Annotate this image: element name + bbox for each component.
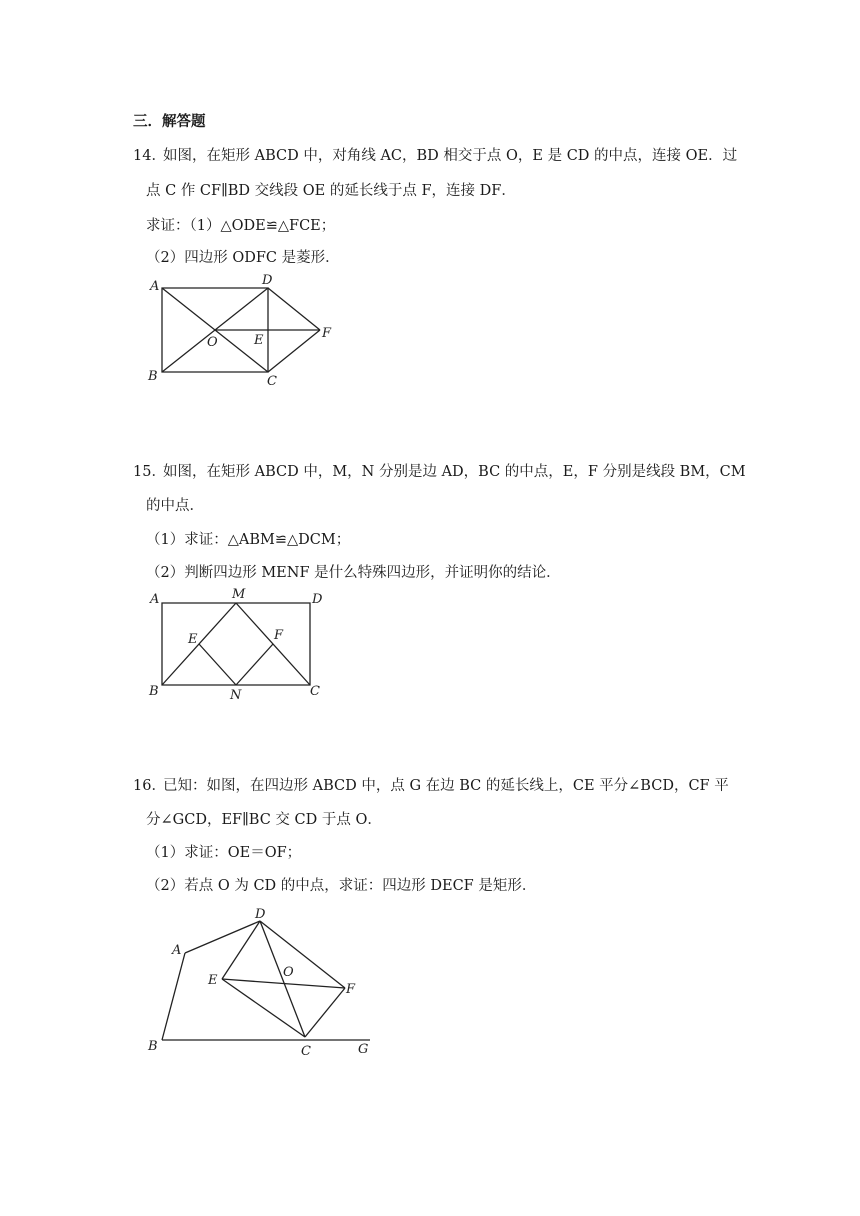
label-o: O — [283, 965, 294, 980]
problem-14-line-2: 点 C 作 CF∥BD 交线段 OE 的延长线于点 F，连接 DF． — [146, 183, 516, 199]
label-a: A — [150, 592, 160, 607]
figure-16 — [140, 900, 385, 1065]
label-e: E — [208, 973, 218, 988]
problem-14-line-3: 求证：（1）△ODE≌△FCE； — [146, 218, 336, 234]
problem-16-line-4: （2）若点 O 为 CD 的中点，求证：四边形 DECF 是矩形． — [146, 878, 537, 894]
label-b: B — [148, 1039, 158, 1054]
problem-16-line-3: （1）求证：OE＝OF； — [146, 845, 302, 861]
segment-en — [199, 644, 236, 685]
rect-abcd — [162, 603, 310, 685]
segment-cf — [268, 330, 320, 372]
segment-ab — [162, 953, 185, 1040]
problem-16-line-1: 已知：如图，在四边形 ABCD 中，点 G 在边 BC 的延长线上，CE 平分∠BCD，CF 平 — [163, 778, 729, 794]
label-d: D — [255, 907, 266, 922]
problem-14-line-4: （2）四边形 ODFC 是菱形． — [146, 250, 340, 266]
label-f: F — [322, 326, 332, 341]
label-n: N — [230, 688, 242, 703]
problem-15-line-2: 的中点． — [146, 498, 204, 514]
problem-16-number: 16． — [133, 778, 166, 794]
label-b: B — [149, 684, 159, 699]
label-g: G — [358, 1042, 369, 1057]
label-c: C — [310, 684, 320, 699]
problem-14-line-1: 如图，在矩形 ABCD 中，对角线 AC，BD 相交于点 O，E 是 CD 的中点，连接 OE．过 — [163, 148, 738, 164]
figure-14 — [140, 270, 340, 395]
label-a: A — [150, 279, 160, 294]
segment-df — [268, 288, 320, 330]
segment-cf — [305, 988, 345, 1037]
problem-15-line-4: （2）判断四边形 MENF 是什么特殊四边形，并证明你的结论． — [146, 565, 561, 581]
label-o: O — [207, 335, 218, 350]
label-e: E — [254, 333, 264, 348]
label-a: A — [172, 943, 182, 958]
label-e: E — [188, 632, 198, 647]
label-m: M — [232, 587, 246, 602]
segment-fn — [236, 644, 273, 685]
label-f: F — [346, 982, 356, 997]
figure-15 — [140, 585, 340, 705]
label-b: B — [148, 369, 158, 384]
problem-15-number: 15． — [133, 464, 166, 480]
label-f: F — [274, 628, 284, 643]
label-c: C — [267, 374, 277, 389]
label-c: C — [301, 1044, 311, 1059]
label-d: D — [262, 273, 273, 288]
segment-ec — [222, 979, 305, 1037]
problem-15-line-3: （1）求证：△ABM≌△DCM； — [146, 532, 351, 548]
label-d: D — [312, 592, 323, 607]
problem-16-line-2: 分∠GCD，EF∥BC 交 CD 于点 O． — [146, 812, 382, 828]
problem-15-line-1: 如图，在矩形 ABCD 中，M，N 分别是边 AD，BC 的中点，E，F 分别是线段 BM，CM — [163, 464, 746, 480]
problem-14-number: 14． — [133, 148, 166, 164]
section-title: 三．解答题 — [133, 113, 206, 130]
